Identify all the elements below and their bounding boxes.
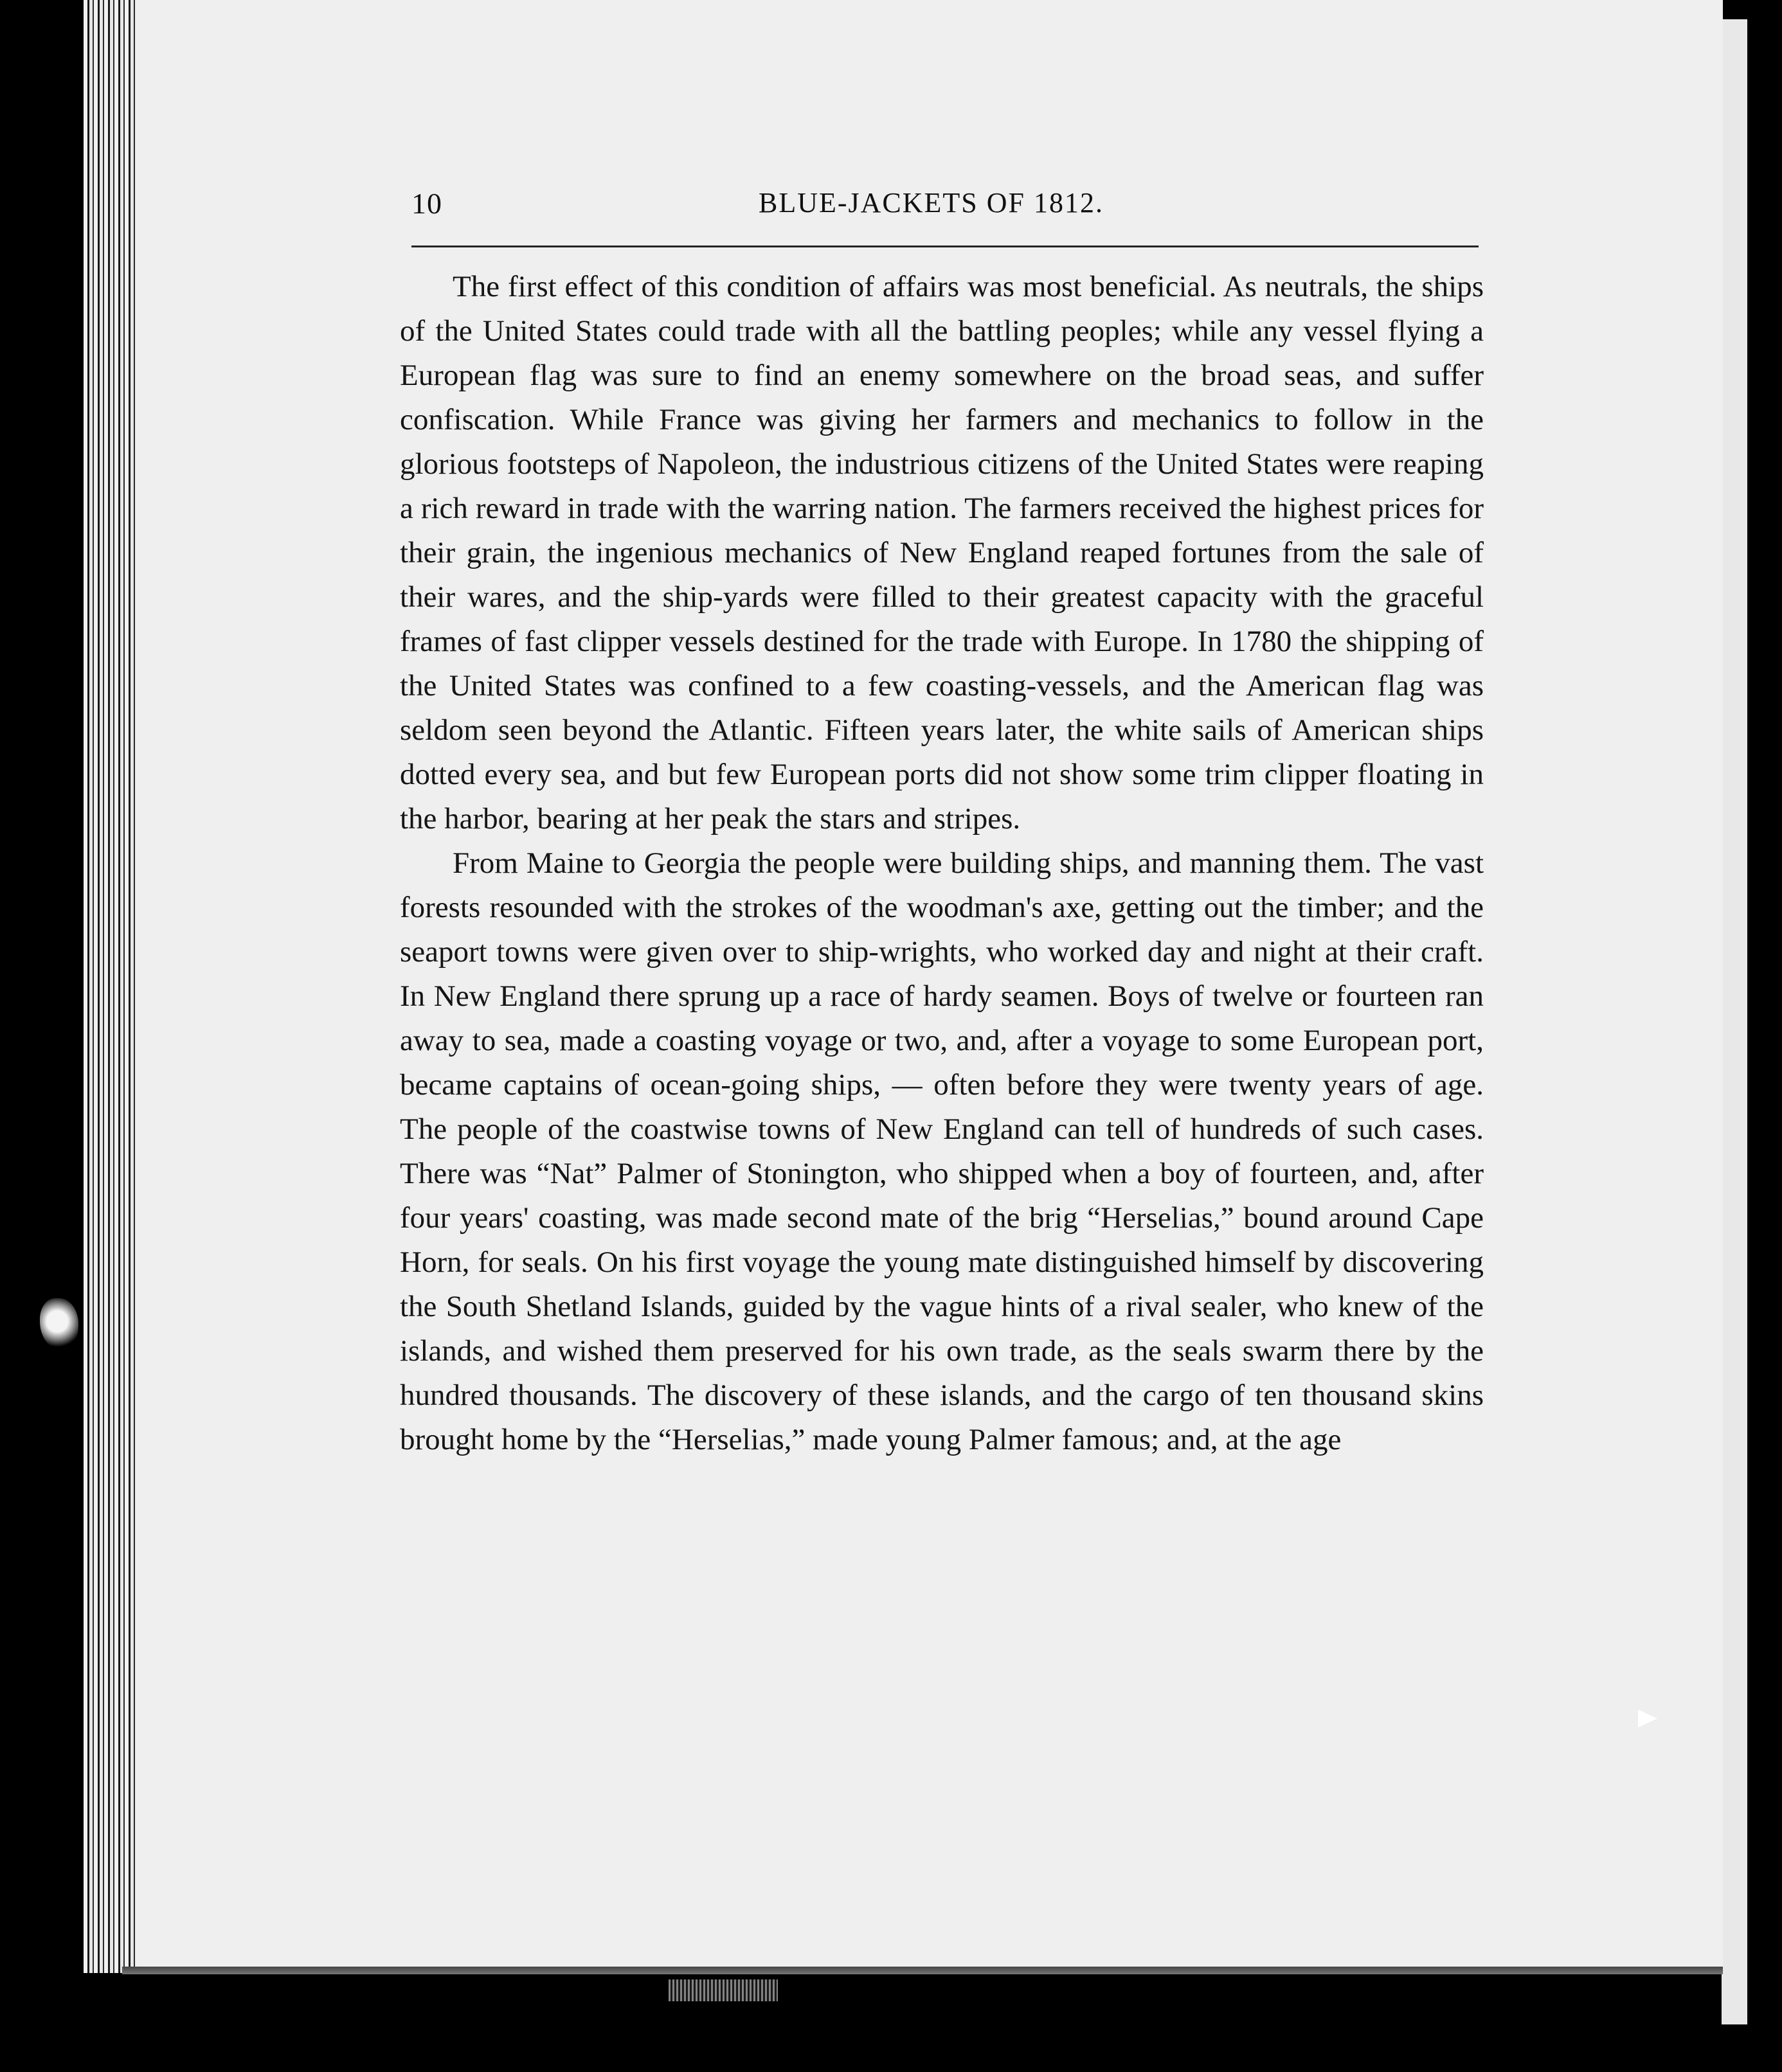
running-head bbox=[411, 186, 1479, 225]
paragraph: The first effect of this condition of affairs was most beneficial. As neutrals, the ships of the United States could trade with all the battling peoples; while any vessel flying a European flag was sure to find an enemy somewhere on the broad seas, and suffer confiscation. While France was giving her farmers and mechanics to follow in the glorious footsteps of Napoleon, the industrious citizens of the United States were reaping a rich reward in trade with the warring nation. The farmers received the highest prices for their grain, the ingenious mechanics of New England reaped fortunes from the sale of their wares, and the ship-yards were filled to their greatest capacity with the graceful frames of fast clipper vessels destined for the trade with Europe. In 1780 the shipping of the United States was confined to a few coasting-vessels, and the American flag was seldom seen beyond the Atlantic. Fifteen years later, the white sails of American ships dotted every sea, and but few European ports did not show some trim clipper floating in the harbor, bearing at her peak the stars and stripes. bbox=[400, 270, 1484, 835]
header-rule bbox=[411, 246, 1479, 247]
paragraph: From Maine to Georgia the people were building ships, and manning them. The vast forests resounded with the strokes of the woodman's axe, getting out the timber; and the seaport towns were given over to ship-wrights, who worked day and night at their craft. In New England there sprung up a race of hardy seamen. Boys of twelve or fourteen ran away to sea, made a coasting voyage or two, and, after a voyage to some European port, became captains of ocean-going ships, — often before they were twenty years of age. The people of the coastwise towns of New England can tell of hundreds of such cases. There was “Nat” Palmer of Stonington, who shipped when a boy of fourteen, and, after four years' coasting, was made second mate of the brig “Herselias,” bound around Cape Horn, for seals. On his first voyage the young mate distinguished himself by discovering the South Shetland Islands, guided by the vague hints of a rival sealer, who knew of the islands, and wished them preserved for his own trade, as the seals swarm there by the hundred thousands. The discovery of these islands, and the cargo of ten thousand skins brought home by the “Herselias,” made young Palmer famous; and, at the age bbox=[400, 846, 1484, 1456]
page-bottom-edge bbox=[122, 1967, 1723, 1974]
page-number: 10 bbox=[411, 187, 442, 220]
body-text bbox=[400, 265, 1484, 1743]
page-marker-icon bbox=[1638, 1710, 1657, 1728]
scan-smudge bbox=[669, 1979, 778, 2001]
facing-page-edge bbox=[1722, 19, 1747, 2024]
running-title: BLUE-JACKETS OF 1812. bbox=[759, 187, 1104, 219]
